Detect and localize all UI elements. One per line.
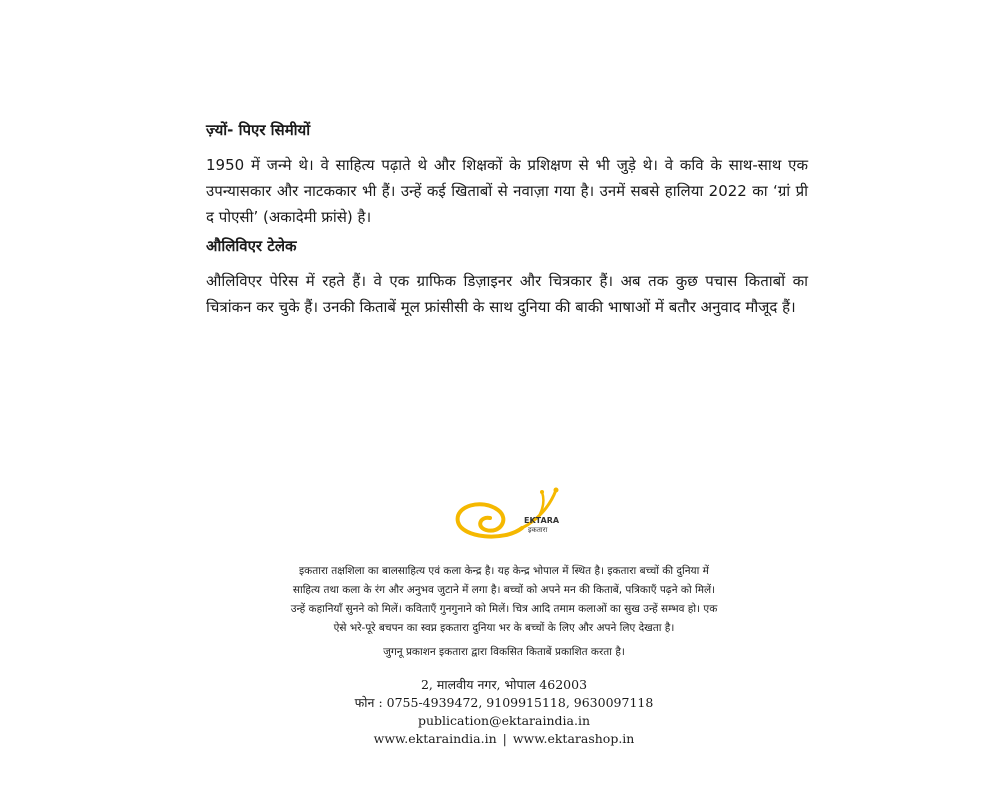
illustrator-bio bbox=[206, 236, 808, 320]
email-link[interactable]: publication@ektaraindia.in bbox=[418, 713, 590, 728]
about-line: इकतारा तक्षशिला का बालसाहित्य एवं कला केन्द्र है। यह केन्द्र भोपाल में स्थित है। इकतारा बच्चों की दुनिया में bbox=[299, 565, 709, 577]
logo-name-hindi: इकतारा bbox=[528, 526, 548, 534]
about-ektara bbox=[196, 562, 812, 638]
ektara-logo bbox=[452, 484, 562, 546]
ektara-swirl-icon bbox=[452, 484, 562, 546]
website-link[interactable]: www.ektaraindia.in bbox=[373, 731, 497, 746]
about-line: ऐसे भरे-पूरे बचपन का स्वप्न इकतारा दुनिया भर के बच्चों के लिए और अपने लिए देखता है। bbox=[333, 622, 675, 634]
illustrator-name: औलिविएर टेलेक bbox=[206, 237, 297, 255]
separator: | bbox=[502, 731, 507, 746]
publish-note: जुगनू प्रकाशन इकतारा द्वारा विकसित किताबें प्रकाशित करता है। bbox=[383, 646, 625, 658]
contact-block bbox=[246, 676, 762, 748]
illustrator-bio-text: औलिविएर पेरिस में रहते हैं। वे एक ग्राफिक डिज़ाइनर और चित्रकार हैं। अब तक कुछ पचास किताबों का चित्रांकन कर चुके हैं। उनकी किताबें मूल फ्रांसीसी के साथ दुनिया की बाकी भाषाओं में बतौर अनुवाद मौजूद हैं। bbox=[206, 272, 808, 316]
phone: फोन : 0755-4939472, 9109915118, 9630097118 bbox=[354, 695, 654, 710]
address: 2, मालवीय नगर, भोपाल 462003 bbox=[420, 677, 588, 692]
websites bbox=[246, 730, 762, 748]
author-bio-text: 1950 में जन्मे थे। वे साहित्य पढ़ाते थे और शिक्षकों के प्रशिक्षण से भी जुड़े थे। वे कवि के साथ-साथ एक उपन्यासकार और नाटककार भी हैं। उन्हें कई खिताबों से नवाज़ा गया है। उनमें सबसे हालिया 2022 का ‘ग्रां प्री द पोएसी’ (अकादेमी फ्रांसे) है। bbox=[206, 156, 808, 226]
about-line: उन्हें कहानियाँ सुनने को मिलें। कविताएँ गुनगुनाने को मिलें। चित्र आदि तमाम कलाओं का सुख उन्हें सम्भव हो। एक bbox=[290, 603, 718, 615]
author-name: ज़्यों- पिएर सिमीयों bbox=[206, 121, 311, 139]
logo-name: EKTARA bbox=[524, 516, 560, 525]
about-line: साहित्य तथा कला के रंग और अनुभव जुटाने में लगा है। बच्चों को अपने मन की किताबें, पत्रिकाएँ पढ़ने को मिलें। bbox=[292, 584, 716, 596]
author-bio bbox=[206, 120, 808, 230]
shop-link[interactable]: www.ektarashop.in bbox=[512, 731, 635, 746]
